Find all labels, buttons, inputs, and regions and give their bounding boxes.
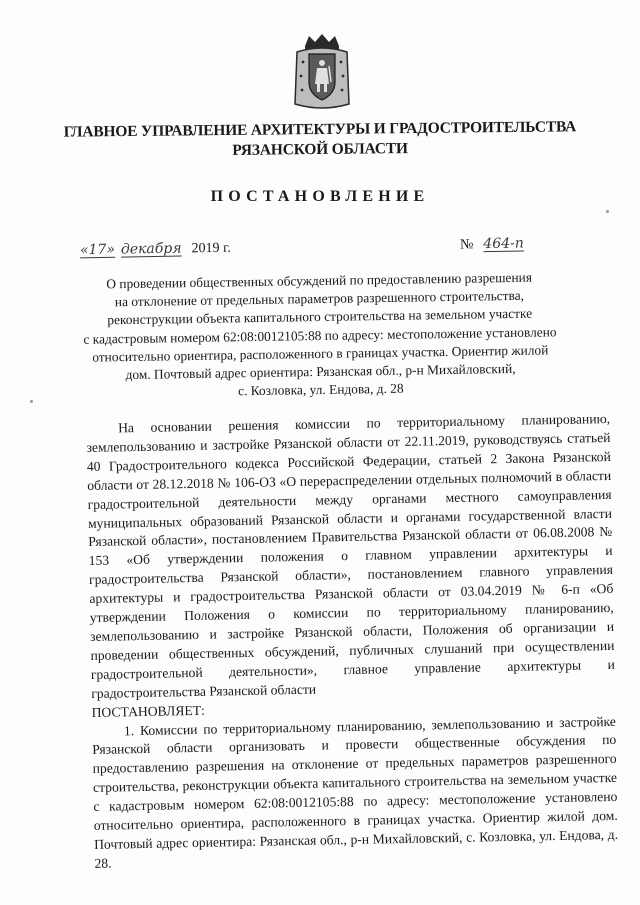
subject-line: на отклонение от предельных параметров разрешенного строительства, — [114, 287, 525, 310]
document-type-title: ПОСТАНОВЛЕНИЕ — [210, 188, 430, 205]
subject-line: с кадастровым номером 62:08:0012105:88 по адресу: местоположение установлено — [83, 323, 557, 347]
organization-line-2: РЯЗАНСКОЙ ОБЛАСТИ — [232, 140, 408, 159]
item-1-paragraph: 1. Комиссии по территориальному планированию, землепользованию и застройке Рязанской области организовать и провести общественные обсуждения по предоставлению разрешения на отклонение от предельных параметров разрешенного строительства, реконструкции объекта капитального строительства на земельном участке с кадастровым номером 62:08:0012105:88 по адресу: местоположение установлено относительно ориентира, расположенного в границах участка. Ориентир жилой дом. Почтовый адрес ориентира: Рязанская обл., р-н Михайловский, с. Козловка, ул. Ендова, д. 28. — [92, 713, 619, 871]
ryazan-coat-of-arms-icon — [291, 32, 353, 110]
decree-word: ПОСТАНОВЛЯЕТ: — [91, 702, 205, 720]
scan-artifact — [30, 400, 33, 403]
number-value: 464-п — [483, 235, 524, 253]
date-year: 2019 г. — [191, 240, 231, 257]
document-date — [80, 240, 231, 260]
date-day: «17» — [79, 241, 116, 259]
document-number — [460, 235, 524, 253]
organization-name — [40, 117, 600, 163]
preamble-paragraph — [86, 410, 616, 723]
date-month: декабря — [120, 240, 182, 258]
document-body — [86, 410, 619, 874]
subject-line: дом. Почтовый адрес ориентира: Рязанская обл., р-н Михайловский, — [125, 360, 516, 383]
number-sign: № — [459, 237, 474, 253]
organization-line-1: ГЛАВНОЕ УПРАВЛЕНИЕ АРХИТЕКТУРЫ И ГРАДОСТРОИТЕЛЬСТВА — [63, 118, 577, 141]
scan-artifact — [606, 210, 609, 213]
preamble-text: На основании решения комиссии по территориальному планированию, землепользованию и застройке Рязанской области от 22.11.2019, руководствуясь статьей 40 Градостроительного кодекса Российской Федерации, статьей 2 Закона Рязанской области от 28.12.2018 № 106-ОЗ «О перераспределении отдельных полномочий в области градостроительной деятельности между органами местного самоуправления муниципальных образований Рязанской области и органами государственной власти Рязанской области», постановлением Правительства Рязанской области от 06.08.2008 № 153 «Об утверждении положения о главном управлении архитектуры и градостроительства Рязанской области», постановлением главного управления архитектуры и градостроительства Рязанской области от 03.04.2019 № 6-п «Об утверждении Положения о комиссии по территориальному планированию, землепользованию и застройке Рязанской области, Положения об организации и проведении общественных обсуждений, публичных слушаний при осуществлении градостроительной деятельности», главное управление архитектуры и градостроительства Рязанской области — [86, 410, 615, 701]
subject-line: с. Козловка, ул. Ендова, д. 28 — [237, 380, 404, 399]
subject-line: О проведении общественных обсуждений по предоставлению разрешения — [106, 269, 533, 292]
document-subject — [69, 268, 571, 403]
subject-line: относительно ориентира, расположенного в границах участка. Ориентир жилой — [92, 342, 549, 365]
subject-line: реконструкции объекта капитального строительства на земельном участке — [107, 306, 533, 328]
